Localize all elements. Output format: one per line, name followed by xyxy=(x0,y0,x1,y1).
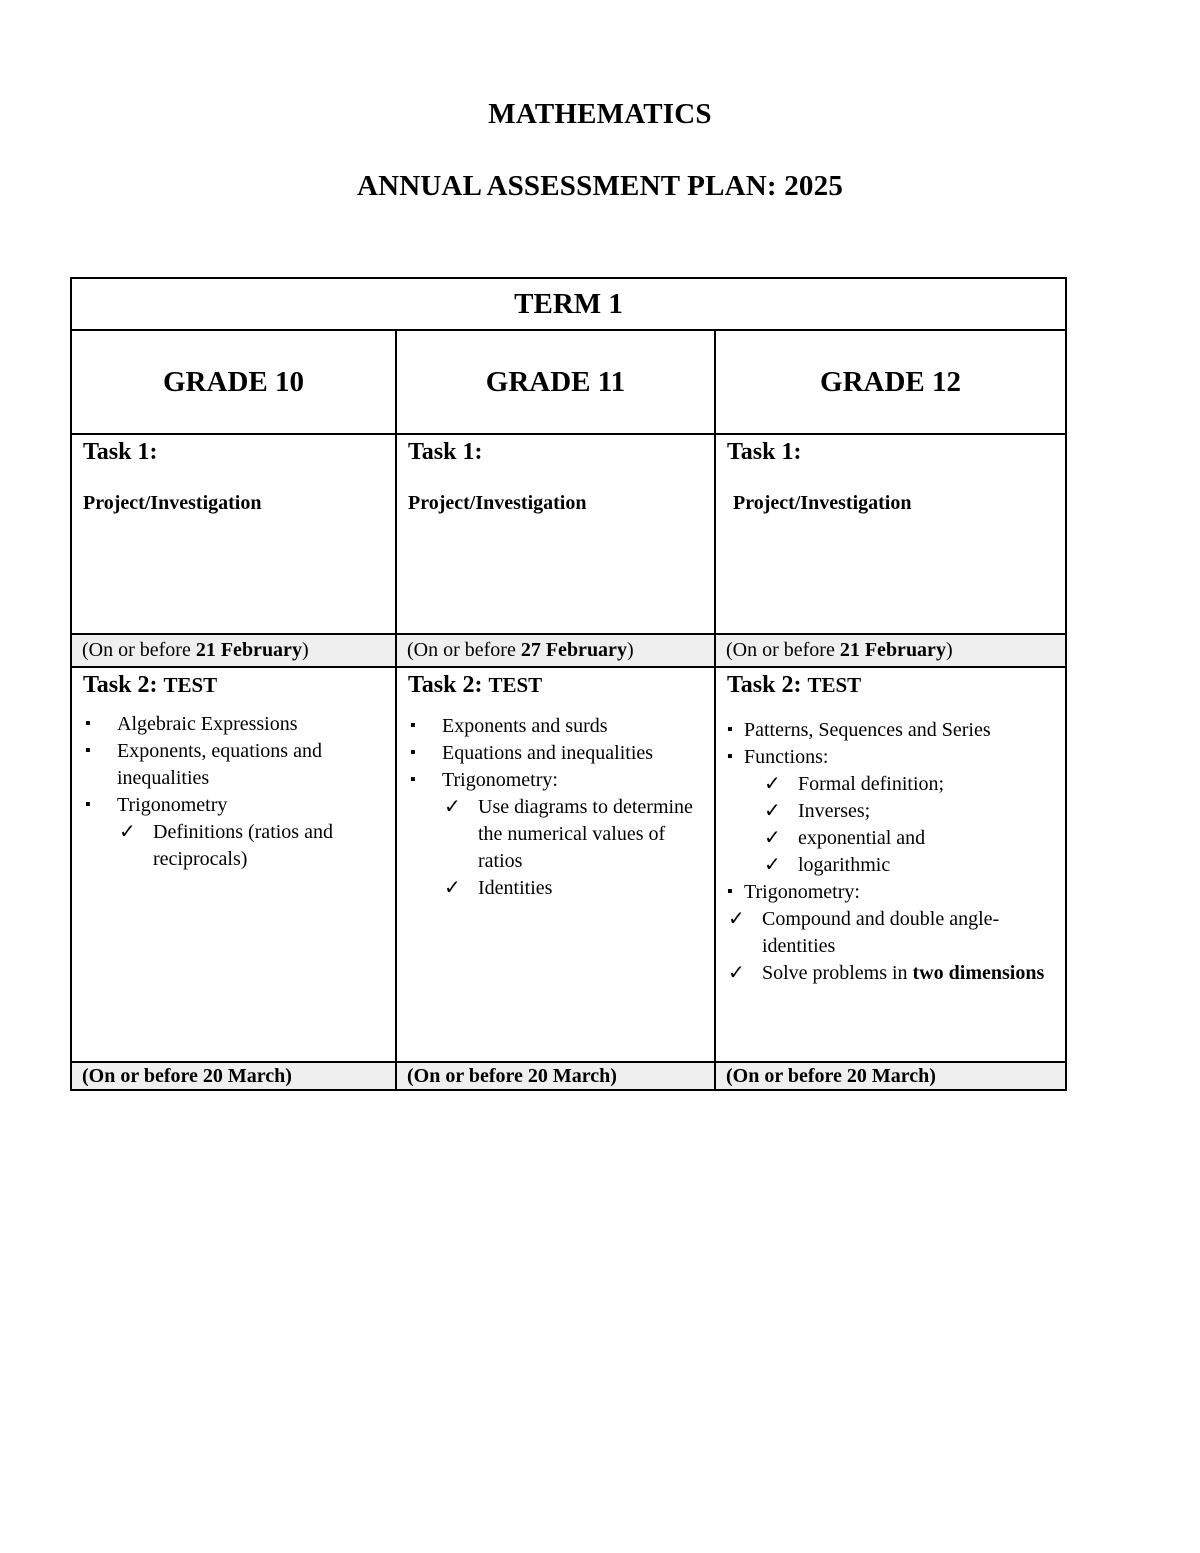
task-1-type: Project/Investigation xyxy=(83,492,262,514)
task-1-label: Task 1: xyxy=(83,439,158,465)
sub-list-item: ✓ Definitions (ratios and reciprocals) xyxy=(153,819,387,873)
sub-list-item: ✓ Compound and double angle-identities xyxy=(762,906,1065,960)
sub-list xyxy=(442,794,706,902)
grade-12-task-2 xyxy=(715,667,1066,1062)
grade-12-task-1-date xyxy=(715,634,1066,667)
task-2-type: TEST xyxy=(488,673,543,697)
list-item: ▪ Exponents and surds xyxy=(442,713,706,740)
date-value: 21 February xyxy=(195,639,302,661)
task-1-type: Project/Investigation xyxy=(408,492,587,514)
sub-list-item: ✓ Formal definition; xyxy=(798,771,1057,798)
date-value: 27 February xyxy=(520,639,627,661)
grade-12-header: GRADE 12 xyxy=(715,330,1066,434)
date-suffix: ) xyxy=(626,639,634,661)
date-prefix: (On or before xyxy=(407,639,521,661)
grade-10-task-1-date xyxy=(71,634,396,667)
list-item xyxy=(442,767,706,902)
task-2-label: Task 2: xyxy=(83,672,158,698)
grade-10-task-2-date: (On or before 20 March) xyxy=(71,1062,396,1090)
task-2-type: TEST xyxy=(163,673,218,697)
grade-11-task-2-date: (On or before 20 March) xyxy=(396,1062,715,1090)
task-2-heading xyxy=(408,672,714,699)
task-2-heading xyxy=(83,672,395,699)
list-item-text: Trigonometry: xyxy=(442,769,558,791)
sub-list-item: ✓ Identities xyxy=(478,875,706,902)
sub-list-item-emphasis: two dimensions xyxy=(912,962,1045,984)
trig-sub-list xyxy=(716,906,1065,987)
grade-11-task-1-date xyxy=(396,634,715,667)
date-suffix: ) xyxy=(945,639,953,661)
subject-title: MATHEMATICS xyxy=(488,98,712,130)
task-2-label: Task 2: xyxy=(727,672,802,698)
sub-list-item: ✓ Use diagrams to determine the numerical values of ratios xyxy=(478,794,706,875)
list-item: ▪ Equations and inequalities xyxy=(442,740,706,767)
task-1-type: Project/Investigation xyxy=(733,492,912,514)
plan-title: ANNUAL ASSESSMENT PLAN: 2025 xyxy=(356,170,844,202)
grade-11-task-1 xyxy=(396,434,715,634)
sub-list-item: ✓ logarithmic xyxy=(798,852,1057,879)
term-header: TERM 1 xyxy=(71,278,1066,330)
grade-10-task-2 xyxy=(71,667,396,1062)
task-1-label: Task 1: xyxy=(408,439,483,465)
list-item xyxy=(744,744,1057,879)
sub-list xyxy=(117,819,387,873)
list-item-text: Functions: xyxy=(744,746,829,768)
grade-12-topics xyxy=(716,717,1065,906)
sub-list xyxy=(744,771,1057,879)
date-suffix: ) xyxy=(301,639,309,661)
sub-list-item: ✓ exponential and xyxy=(798,825,1057,852)
task-2-label: Task 2: xyxy=(408,672,483,698)
sub-list-item xyxy=(762,960,1065,987)
task-1-label: Task 1: xyxy=(727,439,802,465)
sub-list-item-text: Solve problems in xyxy=(762,962,913,984)
grade-10-header: GRADE 10 xyxy=(71,330,396,434)
grade-12-task-2-date: (On or before 20 March) xyxy=(715,1062,1066,1090)
grade-11-header: GRADE 11 xyxy=(396,330,715,434)
list-item: ▪ Patterns, Sequences and Series xyxy=(744,717,1057,744)
list-item: ▪ Exponents, equations and inequalities xyxy=(117,738,387,792)
list-item-text: Trigonometry xyxy=(117,794,228,816)
task-2-type: TEST xyxy=(807,673,862,697)
list-item: ▪ Trigonometry: xyxy=(744,879,1057,906)
grade-11-task-2 xyxy=(396,667,715,1062)
date-prefix: (On or before xyxy=(82,639,196,661)
grade-10-task-1 xyxy=(71,434,396,634)
grade-12-task-1 xyxy=(715,434,1066,634)
list-item: ▪ Algebraic Expressions xyxy=(117,711,387,738)
sub-list-item: ✓ Inverses; xyxy=(798,798,1057,825)
task-2-heading xyxy=(727,672,1065,699)
assessment-plan-table xyxy=(70,277,1067,1091)
grade-10-topics xyxy=(72,711,395,873)
grade-11-topics xyxy=(397,713,714,902)
list-item xyxy=(117,792,387,873)
date-value: 21 February xyxy=(839,639,946,661)
date-prefix: (On or before xyxy=(726,639,840,661)
